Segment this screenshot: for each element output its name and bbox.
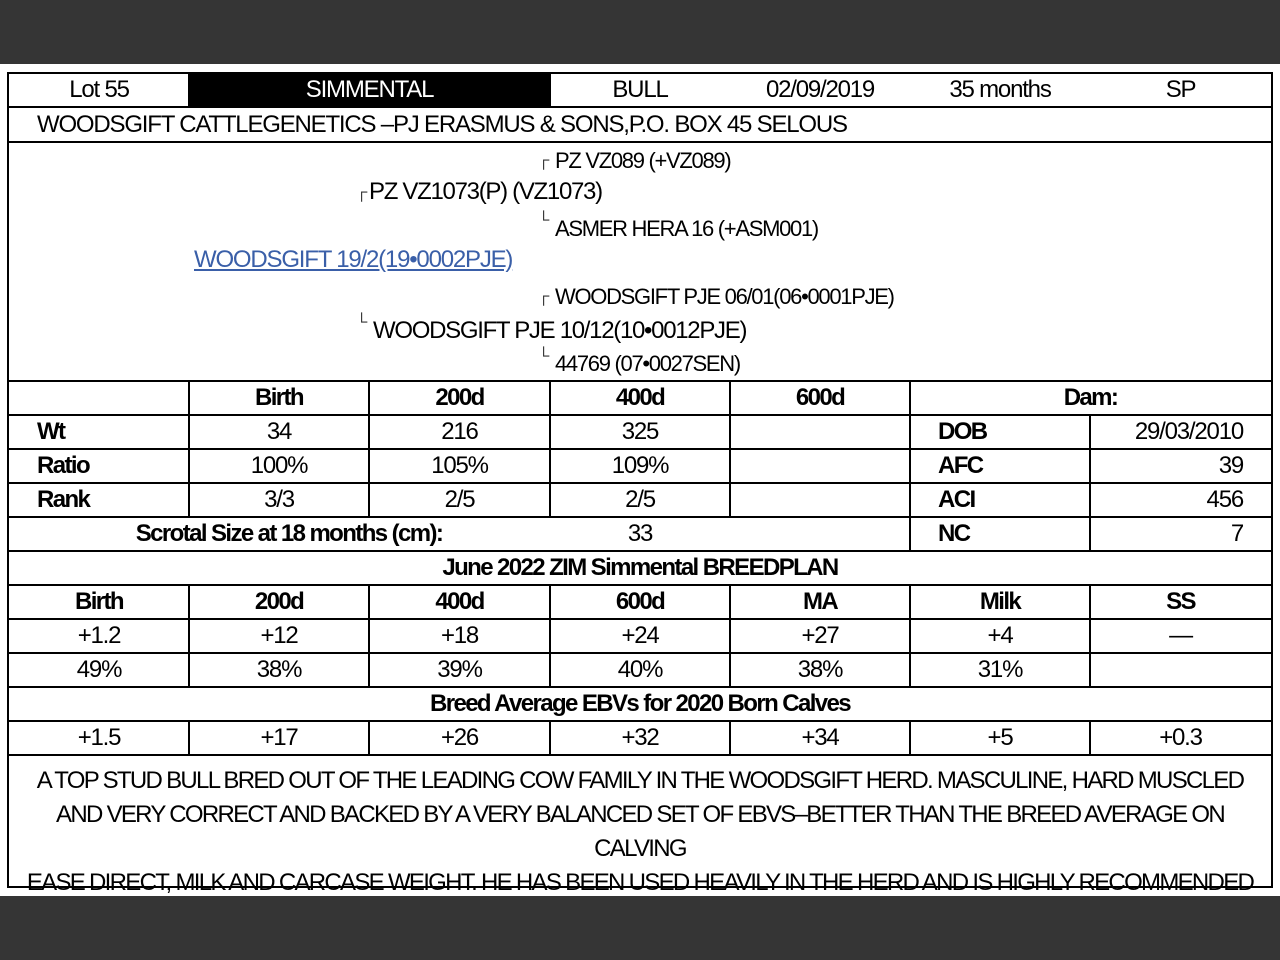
growth-header-600d: 600d — [795, 384, 845, 411]
ebv-value-400d: +18 — [440, 622, 479, 649]
ebv-header-ma: MA — [802, 588, 838, 615]
dam-aci-label: ACI — [938, 486, 975, 513]
divider — [9, 754, 1271, 756]
birth-date: 02/09/2019 — [765, 76, 875, 103]
breed-average-birth: +1.5 — [77, 724, 121, 751]
pedigree-bracket: └ — [356, 314, 368, 331]
divider — [188, 586, 190, 686]
scrotal-label: Scrotal Size at 18 months (cm): — [135, 520, 443, 547]
description-line: AND VERY CORRECT AND BACKED BY A VERY BALANCED SET OF EBVS–BETTER THAN THE BREED AVERAGE ON CALVING — [56, 801, 1224, 862]
wt-600d — [730, 416, 910, 448]
pedigree-bracket: ┌ — [356, 184, 368, 201]
animal-sex: BULL — [612, 76, 668, 103]
row-label-rank: Rank — [37, 486, 90, 513]
pedigree-sire: PZ VZ1073(P) (VZ1073) — [369, 178, 602, 205]
divider — [1089, 586, 1091, 686]
wt-200d: 216 — [441, 418, 478, 445]
row-label-ratio: Ratio — [37, 452, 90, 479]
pedigree-dam: WOODSGIFT PJE 10/12(10•0012PJE) — [373, 317, 747, 344]
row-label-wt: Wt — [37, 418, 65, 445]
rank-600d — [730, 484, 910, 516]
divider — [909, 722, 911, 754]
lot-number: Lot 55 — [69, 76, 129, 103]
divider — [368, 586, 370, 686]
animal-name-link[interactable]: WOODSGIFT 19/2(19•0002PJE) — [194, 246, 513, 273]
breeder-line: WOODSGIFT CATTLEGENETICS –PJ ERASMUS & SONS,P.O. BOX 45 SELOUS — [37, 110, 847, 138]
divider — [729, 382, 731, 516]
ebv-header-200d: 200d — [254, 588, 304, 615]
ratio-400d: 109% — [611, 452, 669, 479]
divider — [729, 722, 731, 754]
ebv-accuracy-birth: 49% — [76, 656, 122, 683]
description-line: EASE DIRECT, MILK AND CARCASE WEIGHT. HE HAS BEEN USED HEAVILY IN THE HERD AND IS HIGHLY RECOMMENDED — [26, 869, 1254, 896]
ratio-birth: 100% — [250, 452, 308, 479]
dam-afc-label: AFC — [938, 452, 983, 479]
breed-average-ss: +0.3 — [1159, 724, 1202, 751]
viewer-top-bar — [0, 0, 1280, 64]
scrotal-value: 33 — [627, 520, 653, 547]
ebv-title: June 2022 ZIM Simmental BREEDPLAN — [442, 554, 838, 581]
divider — [909, 382, 911, 550]
ebv-accuracy-200d: 38% — [256, 656, 302, 683]
breed-name: SIMMENTAL — [189, 74, 550, 106]
breed-average-milk: +5 — [987, 724, 1013, 751]
ebv-value-200d: +12 — [260, 622, 298, 649]
ebv-value-ss: — — [1169, 622, 1192, 649]
dam-nc-label: NC — [938, 520, 970, 547]
ebv-header-ss: SS — [1166, 588, 1195, 615]
breed-average-600d: +32 — [621, 724, 659, 751]
divider — [1089, 416, 1091, 550]
pedigree-sire-sire: PZ VZ089 (+VZ089) — [555, 148, 731, 173]
ratio-200d: 105% — [431, 452, 488, 479]
rank-birth: 3/3 — [264, 486, 294, 513]
animal-age: 35 months — [949, 76, 1051, 103]
ebv-header-birth: Birth — [75, 588, 123, 615]
growth-header-birth: Birth — [255, 384, 303, 411]
ebv-accuracy-ma: 38% — [797, 656, 843, 683]
ebv-value-ma: +27 — [801, 622, 839, 649]
ebv-value-600d: +24 — [621, 622, 659, 649]
divider — [9, 141, 1271, 143]
rank-400d: 2/5 — [625, 486, 655, 513]
divider — [549, 382, 551, 516]
ebv-accuracy-ss — [1090, 654, 1271, 686]
divider — [188, 722, 190, 754]
pedigree-bracket: └ — [538, 348, 550, 365]
growth-header-400d: 400d — [615, 384, 665, 411]
breed-average-title: Breed Average EBVs for 2020 Born Calves — [429, 690, 851, 717]
dam-afc-value: 39 — [1218, 452, 1243, 479]
divider — [368, 382, 370, 516]
ebv-value-milk: +4 — [987, 622, 1013, 649]
lot-card — [7, 72, 1273, 896]
pedigree-sire-dam: ASMER HERA 16 (+ASM001) — [555, 216, 818, 241]
divider — [188, 382, 190, 516]
ebv-accuracy-600d: 40% — [617, 656, 663, 683]
divider — [909, 586, 911, 686]
divider — [549, 722, 551, 754]
growth-header-200d: 200d — [435, 384, 484, 411]
rank-200d: 2/5 — [444, 486, 475, 513]
dam-nc-value: 7 — [1230, 520, 1243, 547]
divider — [729, 586, 731, 686]
ratio-600d — [730, 450, 910, 482]
pedigree-dam-sire: WOODSGIFT PJE 06/01(06•0001PJE) — [555, 284, 894, 309]
divider — [549, 74, 551, 106]
lot-description — [17, 764, 1263, 900]
ebv-value-birth: +1.2 — [77, 622, 121, 649]
divider — [549, 586, 551, 686]
breed-average-200d: +17 — [260, 724, 298, 751]
description-line: A TOP STUD BULL BRED OUT OF THE LEADING COW FAMILY IN THE WOODSGIFT HERD. MASCULINE, HARD MUSCLED — [36, 767, 1244, 794]
registration-code: SP — [1165, 76, 1196, 103]
breed-average-ma: +34 — [801, 724, 839, 751]
wt-birth: 34 — [266, 418, 292, 445]
pedigree-bracket: └ — [538, 212, 550, 229]
divider — [368, 722, 370, 754]
dam-dob-value: 29/03/2010 — [1134, 418, 1243, 445]
pedigree-bracket: ┌ — [538, 288, 550, 305]
ebv-accuracy-400d: 39% — [437, 656, 482, 683]
pedigree-dam-dam: 44769 (07•0027SEN) — [555, 351, 740, 376]
ebv-accuracy-milk: 31% — [977, 656, 1023, 683]
pedigree-bracket: ┌ — [538, 152, 550, 169]
dam-aci-value: 456 — [1206, 486, 1243, 513]
viewer-bottom-bar — [0, 896, 1280, 960]
ebv-header-milk: Milk — [979, 588, 1021, 615]
lot-card-page — [0, 64, 1280, 896]
dam-dob-label: DOB — [938, 418, 987, 445]
breed-average-400d: +26 — [440, 724, 479, 751]
divider — [188, 74, 190, 106]
dam-header: Dam: — [1063, 384, 1118, 411]
divider — [1089, 722, 1091, 754]
ebv-header-600d: 600d — [615, 588, 665, 615]
wt-400d: 325 — [621, 418, 659, 445]
ebv-header-400d: 400d — [435, 588, 484, 615]
